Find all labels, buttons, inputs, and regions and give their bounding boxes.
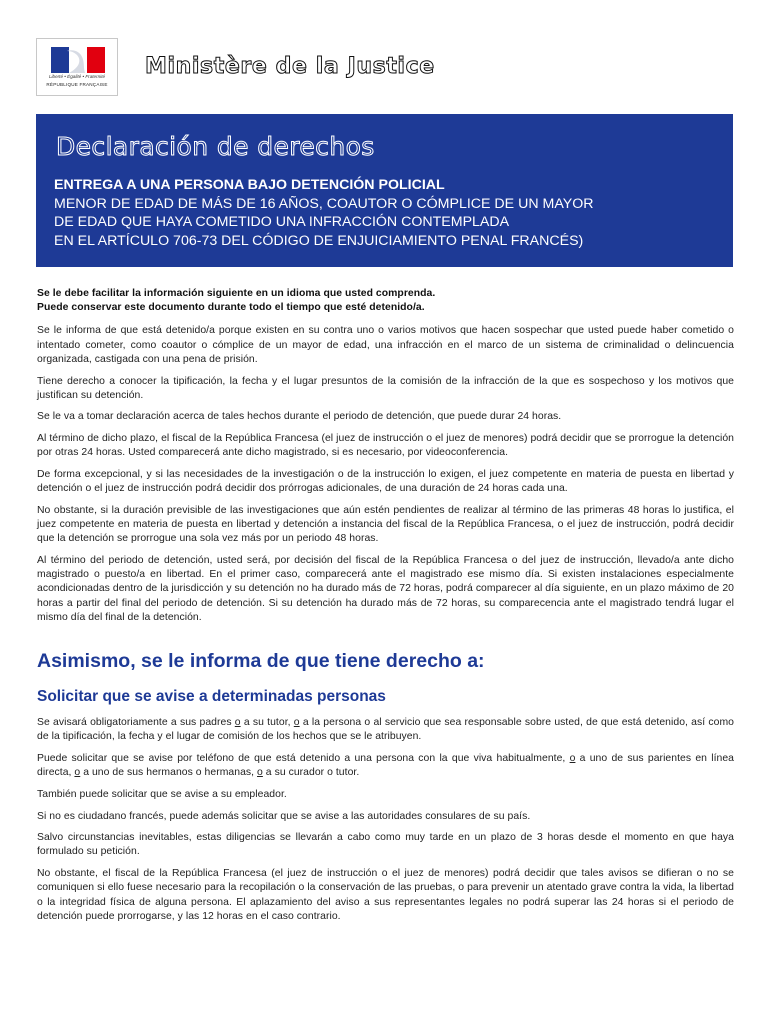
text-run: a su tutor, bbox=[240, 717, 294, 729]
subtitle-line: MENOR DE EDAD DE MÁS DE 16 AÑOS, COAUTOR O CÓMPLICE DE UN MAYOR bbox=[54, 195, 594, 212]
text-run: a uno de sus parientes en línea directa, bbox=[37, 752, 734, 779]
text-run: a uno de sus hermanos o hermanas, bbox=[80, 767, 258, 779]
intro-notice-line: Puede conservar este documento durante todo el tiempo que esté detenido/a. bbox=[37, 302, 425, 314]
subtitle-line: DE EDAD QUE HAYA COMETIDO UNA INFRACCIÓN CONTEMPLADA bbox=[54, 214, 510, 230]
rights-paragraph bbox=[37, 716, 734, 744]
text-run: Se avisará obligatoriamente a sus padres bbox=[37, 717, 235, 729]
text-run: Puede solicitar que se avise por teléfono de que está detenido a una persona con la que viva habitualmente, bbox=[37, 752, 570, 764]
rights-paragraph: No obstante, el fiscal de la República Francesa (el juez de instrucción o el juez de menores) podrá decidir que tales avisos se difieran o no se comuniquen si ello fuese necesario para la recopilación o la conservación de las pruebas, o para prevenir un atentado grave contra la vida, la libertad o la integridad física de alguna persona. El aplazamiento del aviso a sus representantes legales no podrá superar las 24 horas si el periodo de detención puede prorrogarse, y las 12 horas en el caso contrario. bbox=[37, 868, 734, 922]
logo-motto: Liberté • Égalité • Fraternité bbox=[48, 74, 106, 79]
intro-notice-line: Se le debe facilitar la información siguiente en un idioma que usted comprenda. bbox=[37, 288, 436, 299]
document-subtitle bbox=[54, 176, 726, 250]
underlined-or: o bbox=[234, 717, 241, 729]
intro-paragraph: De forma excepcional, y si las necesidades de la investigación o de la instrucción lo exigen, el juez competente en materia de puesta en libertad y detención o el juez de instrucción podrá decidir dos prórrogas adicionales, de una duración de 24 horas cada una. bbox=[37, 469, 734, 495]
text-run: a su curador o tutor. bbox=[262, 767, 360, 779]
intro-paragraph: Al término de dicho plazo, el fiscal de la República Francesa (el juez de instrucción o el juez de menores) podrá decidir que se prorrogue la detención por otras 24 horas. Usted comparecerá ante dicho magistrado, si es necesario, por videoconferencia. bbox=[37, 433, 734, 459]
document-title: Declaración de derechos bbox=[56, 132, 375, 161]
rights-paragraph: Salvo circunstancias inevitables, estas diligencias se llevarán a cabo como muy tarde en un plazo de 3 horas desde el momento en que haya formulado su petición. bbox=[37, 832, 734, 858]
intro-notice bbox=[37, 287, 734, 315]
intro-paragraph: Se le informa de que está detenido/a porque existen en su contra uno o varios motivos que hacen sospechar que usted puede haber cometido o intentado cometer, como coautor o cómplice de un mayor de edad, una infracción en el marco de un sistema de criminalidad o delincuencia organizada, castigada con una pena de prisión. bbox=[37, 325, 734, 365]
marianne-flag-icon bbox=[51, 47, 105, 73]
rights-paragraph: También puede solicitar que se avise a su empleador. bbox=[37, 788, 287, 800]
republique-francaise-logo bbox=[36, 38, 118, 96]
intro-paragraph: Tiene derecho a conocer la tipificación, la fecha y el lugar presuntos de la comisión de la infracción de la que es sospechoso y los motivos que justifican su detención. bbox=[37, 375, 734, 401]
rights-heading: Asimismo, se le informa de que tiene derecho a: bbox=[37, 650, 485, 673]
underlined-or: o bbox=[293, 717, 300, 729]
rights-subheading: Solicitar que se avise a determinadas personas bbox=[37, 688, 386, 706]
text-run: a la persona o al servicio que sea responsable sobre usted, de que está detenido, así como de la tipificación, la fecha y el lugar de comisión de los hechos que se le atribuyen. bbox=[37, 717, 735, 743]
underlined-or: o bbox=[257, 767, 263, 779]
underlined-or: o bbox=[74, 767, 81, 779]
document-body bbox=[37, 287, 734, 932]
intro-paragraph: Se le va a tomar declaración acerca de tales hechos durante el periodo de detención, que puede durar 24 horas. bbox=[37, 411, 562, 423]
rights-paragraph: Si no es ciudadano francés, puede además solicitar que se avise a las autoridades consulares de su país. bbox=[37, 810, 531, 822]
intro-paragraph: Al término del periodo de detención, usted será, por decisión del fiscal de la República Francesa o del juez de instrucción, llevado/a ante dicho magistrado o puesto/a en libertad. En el primer caso, comparecerá ante el magistrado ese mismo día. Si existen instalaciones especialmente acondicionadas dentro de la jurisdicción y su detención no ha durado más de 72 horas, podrá comparecer al día siguiente, en un plazo máximo de 20 horas a partir del final del periodo de detención. Si su detención ha durado más de 72 horas, su comparecencia ante el magistrado tendrá lugar el mismo día del final de la detención. bbox=[37, 555, 734, 623]
ministry-title: Ministère de la Justice bbox=[145, 54, 435, 79]
logo-republic: RÉPUBLIQUE FRANÇAISE bbox=[46, 82, 108, 87]
title-banner bbox=[36, 114, 733, 267]
subtitle-line: ENTREGA A UNA PERSONA BAJO DETENCIÓN POLICIAL bbox=[54, 177, 445, 193]
intro-paragraph: No obstante, si la duración previsible de las investigaciones que aún estén pendientes de realizar al término de las primeras 48 horas lo justifica, el juez competente en materia de puesta en libertad y detención a instancia del fiscal de la República Francesa, o el juez de instrucción, podrá decidir que la detención se prorrogue una sola vez más por un periodo 48 horas. bbox=[37, 504, 734, 545]
underlined-or: o bbox=[569, 752, 576, 764]
subtitle-line: EN EL ARTÍCULO 706-73 DEL CÓDIGO DE ENJUICIAMIENTO PENAL FRANCÉS) bbox=[54, 232, 584, 249]
rights-paragraph bbox=[37, 752, 734, 780]
